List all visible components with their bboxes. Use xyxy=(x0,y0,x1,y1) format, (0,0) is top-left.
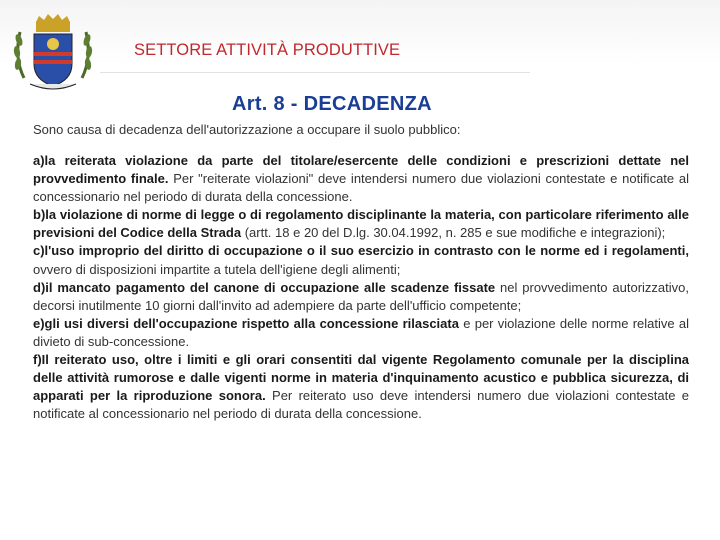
comune-logo xyxy=(8,8,98,98)
item-d-text: nel provvedimento autorizzativo, decorsi inutilmente 10 giorni dall'invito ad adempiere da parte dell'ufficio competente; xyxy=(33,279,690,313)
item-a-text: Per "reiterate violazioni" deve intendersi numero due violazioni contestate e notificate al concessionario nel periodo di durata della concessione. xyxy=(33,171,689,205)
item-b-bold: b)la violazione di norme di legge o di regolamento disciplinante la materia, con particolare riferimento alle previsioni del Codice della Strada xyxy=(33,207,689,241)
item-b-text: (artt. 18 e 20 del D.lg. 30.04.1992, n. 285 e sue modifiche e integrazioni); xyxy=(241,225,666,241)
article-intro: Sono causa di decadenza dell'autorizzazione a occupare il suolo pubblico: xyxy=(33,122,461,137)
item-f-text: Per reiterato uso deve intendersi numero due violazioni contestate e notificate al concessionario nel periodo di durata della concessione. xyxy=(33,388,689,422)
article-body xyxy=(33,152,689,423)
item-a-bold: a)la reiterata violazione da parte del titolare/esercente delle condizioni e prescrizioni dettate nel provvedimento finale. xyxy=(33,153,689,187)
item-e-text: e per violazione delle norme relative al divieto di sub-concessione. xyxy=(33,315,689,349)
list-item xyxy=(33,242,689,278)
header-divider xyxy=(100,72,530,73)
item-f-bold: f)Il reiterato uso, oltre i limiti e gli orari consentiti dal vigente Regolamento comunale per la disciplina delle attività rumorose e dalle vigenti norme in materia d'inquinamento acustico e pubblica sicurezza, di apparati per la riproduzione sonora. xyxy=(33,352,689,404)
article-title: Art. 8 - DECADENZA xyxy=(232,93,432,115)
section-title: SETTORE ATTIVITÀ PRODUTTIVE xyxy=(134,41,401,59)
item-d-bold: d)il mancato pagamento del canone di occupazione alle scadenze fissate xyxy=(33,279,496,295)
coat-of-arms-icon xyxy=(8,8,98,98)
item-c-bold: c)l'uso improprio del diritto di occupazione o il suo esercizio in contrasto con le norme ed i regolamenti, xyxy=(33,243,689,259)
item-c-text: ovvero di disposizioni impartite a tutela dell'igiene degli alimenti; xyxy=(33,261,401,277)
list-item xyxy=(33,206,689,242)
list-item xyxy=(33,315,689,351)
list-item xyxy=(33,351,689,423)
list-item xyxy=(33,152,689,206)
item-e-bold: e)gli usi diversi dell'occupazione rispetto alla concessione rilasciata xyxy=(33,315,459,331)
list-item xyxy=(33,279,689,315)
